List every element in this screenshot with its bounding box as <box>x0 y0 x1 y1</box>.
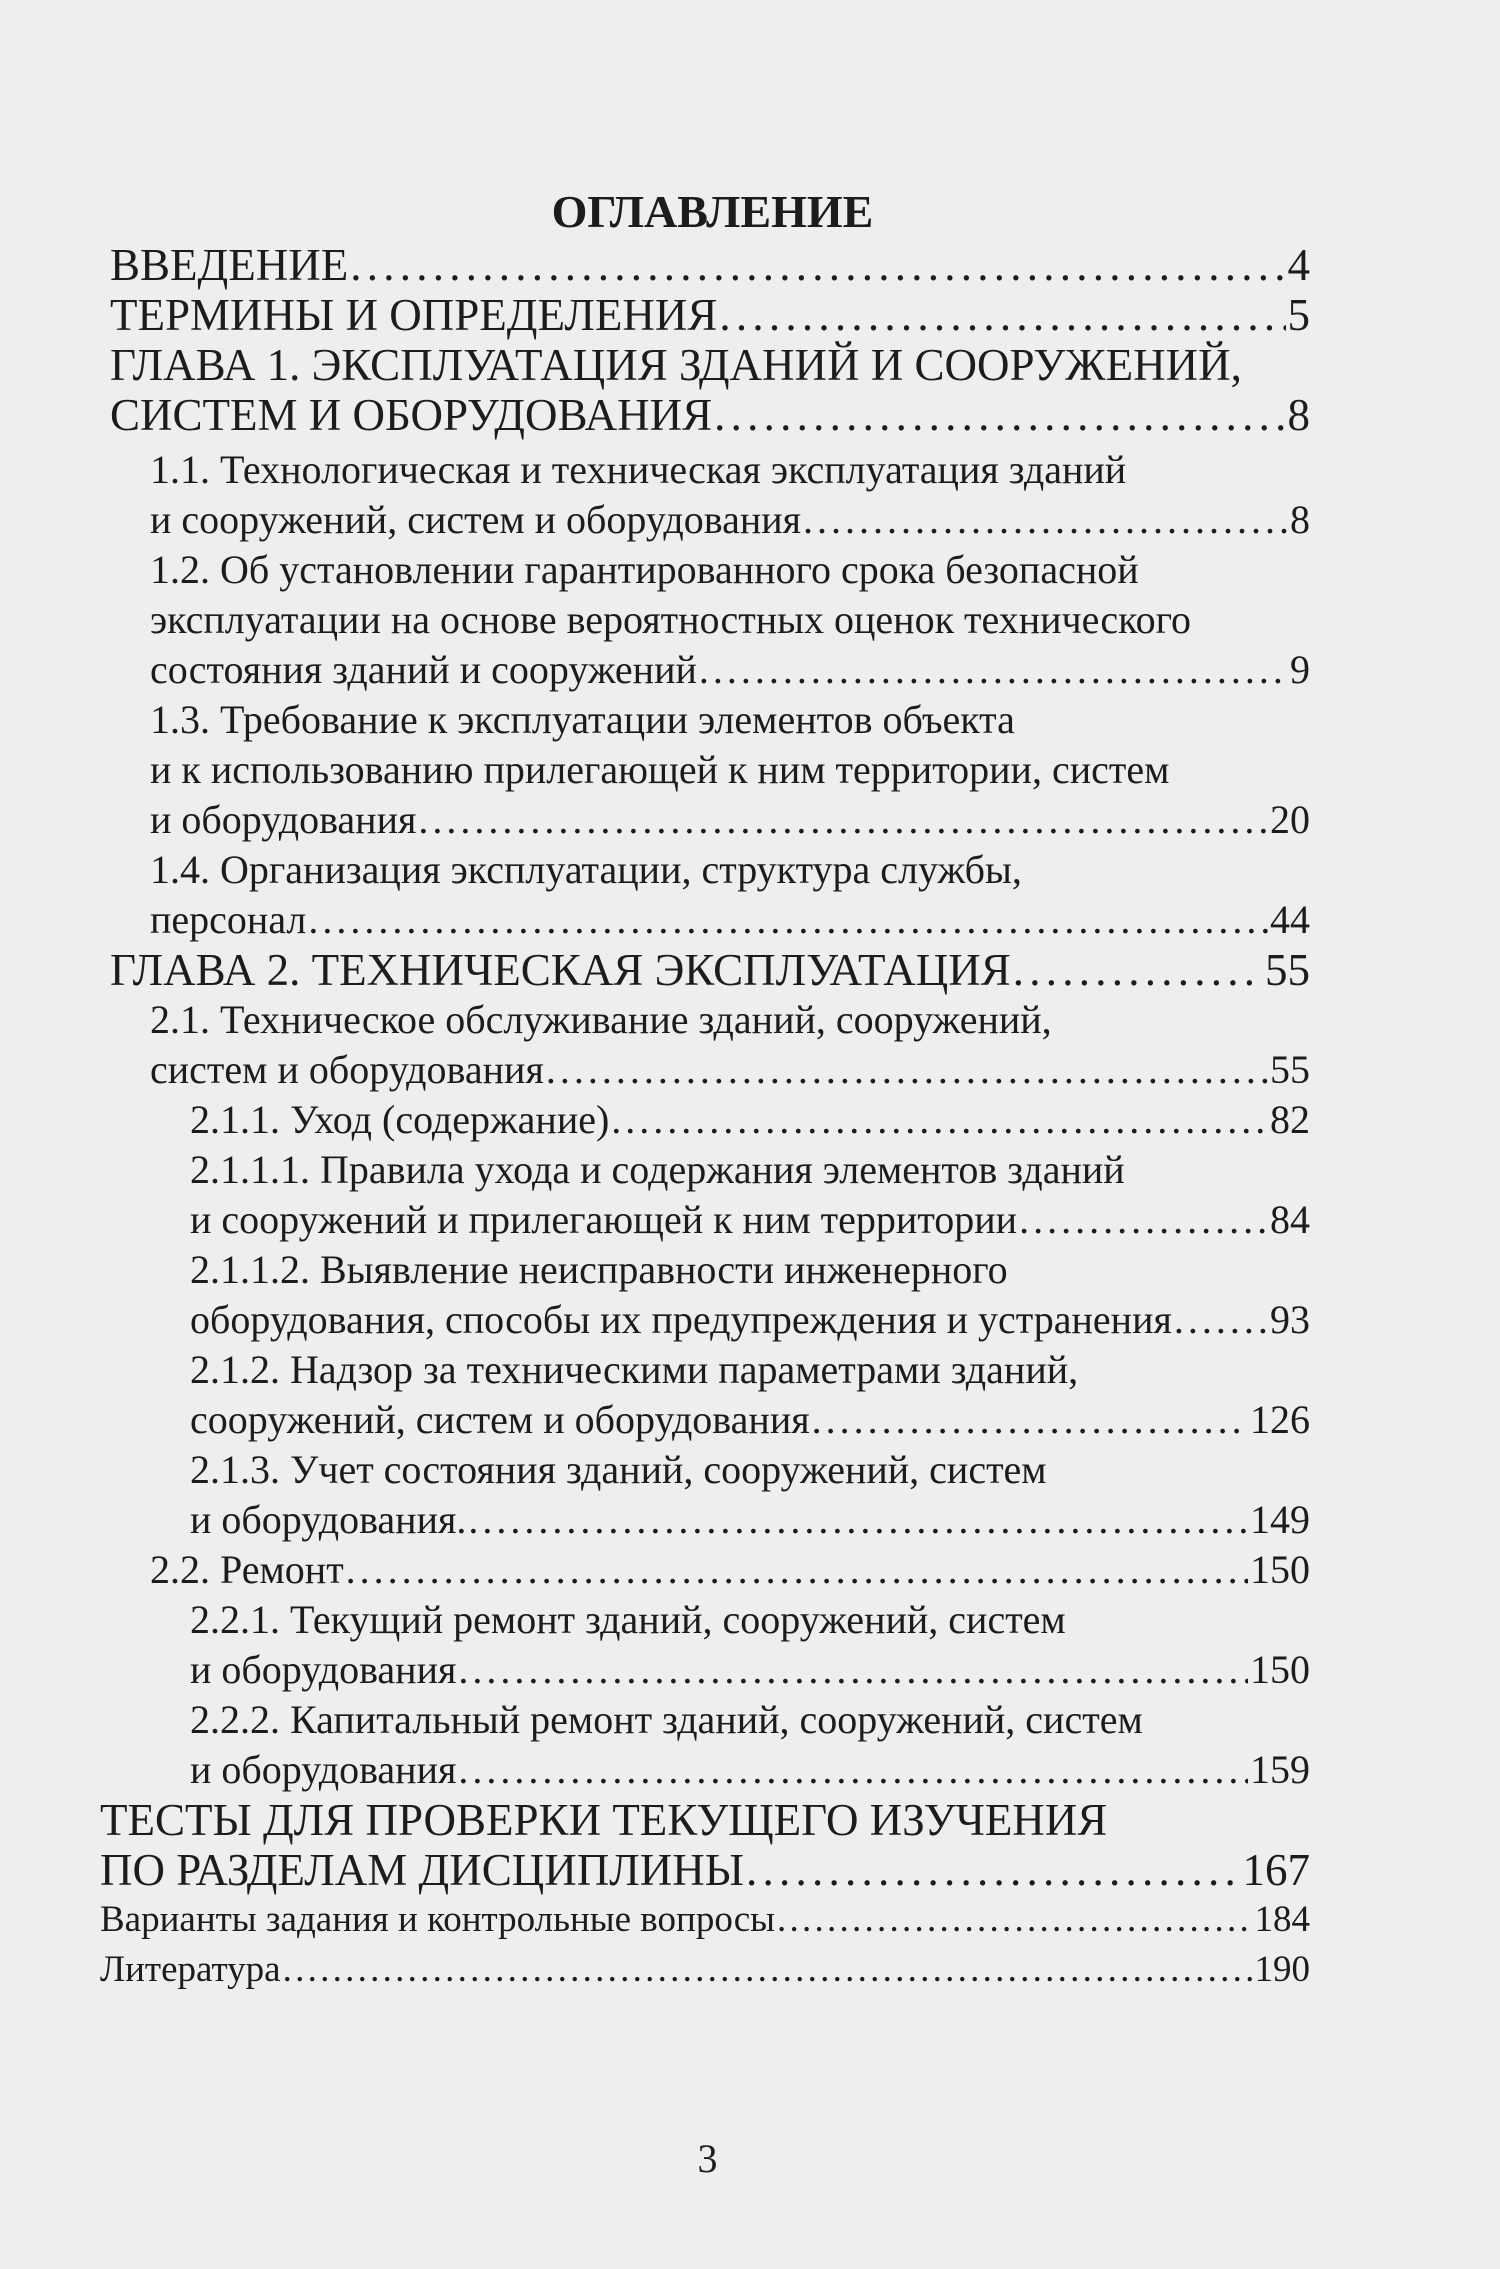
toc-entry: ТЕСТЫ ДЛЯ ПРОВЕРКИ ТЕКУЩЕГО ИЗУЧЕНИЯ <box>100 1795 1108 1845</box>
toc-entry: 2.2.1. Текущий ремонт зданий, сооружений, систем <box>190 1597 1066 1642</box>
toc-entry: и оборудования . . . 20 <box>150 795 1310 845</box>
toc-entry: 2.1.1.2. Выявление неисправности инженерного <box>190 1247 1008 1292</box>
toc-entry: сооружений, систем и оборудования . . . 126 <box>190 1395 1310 1445</box>
toc-entry: 2.1.1. Уход (содержание) . . . 82 <box>190 1095 1310 1145</box>
toc-entry: Варианты задания и контрольные вопросы . . . 184 <box>100 1895 1310 1945</box>
toc-entry: ГЛАВА 2. ТЕХНИЧЕСКАЯ ЭКСПЛУАТАЦИЯ . . . 55 <box>110 945 1310 995</box>
toc-entry: 2.1. Техническое обслуживание зданий, сооружений, <box>150 997 1052 1042</box>
toc-entry: состояния зданий и сооружений . . . 9 <box>150 645 1310 695</box>
toc-entry: и оборудования. . . . 149 <box>190 1495 1310 1545</box>
toc-entry: 1.2. Об установлении гарантированного срока безопасной <box>150 547 1139 592</box>
toc-entry: 1.4. Организация эксплуатации, структура службы, <box>150 847 1022 892</box>
toc-entry: 2.1.3. Учет состояния зданий, сооружений, систем <box>190 1447 1047 1492</box>
toc-entry: Литература . . . 190 <box>100 1945 1310 1995</box>
toc-entry: и оборудования . . . 150 <box>190 1645 1310 1695</box>
page-number: 3 <box>697 2136 718 2181</box>
toc-entry: персонал . . . 44 <box>150 895 1310 945</box>
toc-entry: и оборудования . . . 159 <box>190 1745 1310 1795</box>
toc-entry: 2.1.2. Надзор за техническими параметрами зданий, <box>190 1347 1079 1392</box>
toc-entry: эксплуатации на основе вероятностных оценок технического <box>150 597 1191 642</box>
toc-entry: ТЕРМИНЫ И ОПРЕДЕЛЕНИЯ . . . 5 <box>110 290 1310 340</box>
toc-entry: 2.1.1.1. Правила ухода и содержания элементов зданий <box>190 1147 1125 1192</box>
toc-entry: ВВЕДЕНИЕ . . . 4 <box>110 240 1310 290</box>
toc-entry: 1.3. Требование к эксплуатации элементов объекта <box>150 697 1015 742</box>
toc-entry: оборудования, способы их предупреждения и устранения . . . 93 <box>190 1295 1310 1345</box>
toc-entry: и к использованию прилегающей к ним территории, систем <box>150 747 1170 792</box>
toc-entry: СИСТЕМ И ОБОРУДОВАНИЯ . . . 8 <box>110 390 1310 440</box>
toc-entry: систем и оборудования . . . 55 <box>150 1045 1310 1095</box>
toc-entry: ПО РАЗДЕЛАМ ДИСЦИПЛИНЫ . . . 167 <box>100 1845 1310 1895</box>
toc-title: ОГЛАВЛЕНИЕ <box>551 186 874 237</box>
toc-entry: и сооружений, систем и оборудования . . . 8 <box>150 495 1310 545</box>
toc-entry: 2.2.2. Капитальный ремонт зданий, сооружений, систем <box>190 1697 1143 1742</box>
toc-entry: и сооружений и прилегающей к ним территории . . . 84 <box>190 1195 1310 1245</box>
toc-entry: 2.2. Ремонт . . . 150 <box>150 1545 1310 1595</box>
toc-entry: ГЛАВА 1. ЭКСПЛУАТАЦИЯ ЗДАНИЙ И СООРУЖЕНИЙ, <box>110 340 1242 390</box>
toc-entry: 1.1. Технологическая и техническая эксплуатация зданий <box>150 447 1127 492</box>
